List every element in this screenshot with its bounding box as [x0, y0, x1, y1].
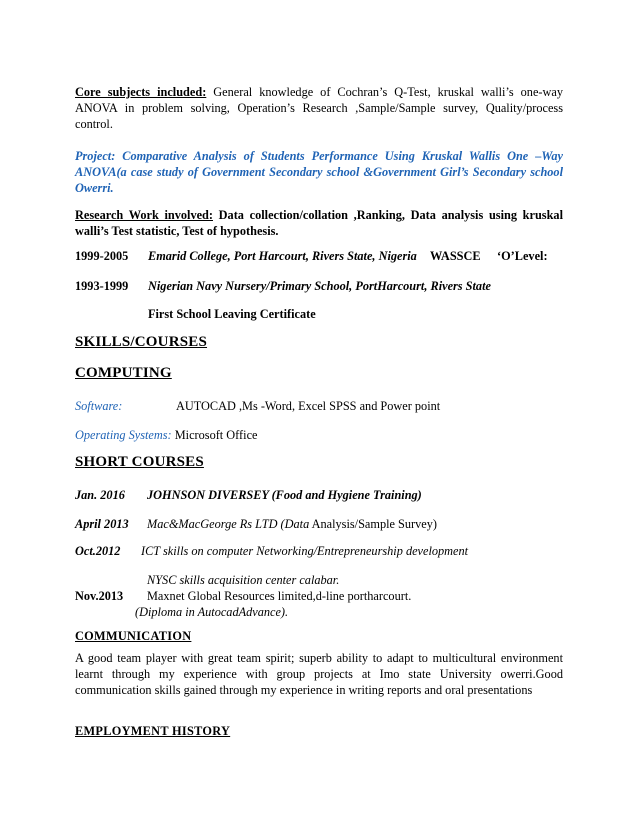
research-text: Data collection/collation ,Ranking, Data analysis using kruskal walli’s Test statistic, Test of hypothesis. [75, 208, 563, 238]
software-label: Software: [75, 399, 123, 413]
course-text: Maxnet Global Resources limited,d-line portharcourt. [147, 589, 412, 603]
os-label: Operating Systems: [75, 428, 172, 442]
os-row [75, 427, 257, 443]
education-cert: First School Leaving Certificate [148, 307, 316, 321]
course-text: ICT skills on computer Networking/Entrepreneurship development [141, 544, 469, 558]
education-years: 1999-2005 [75, 249, 129, 263]
core-subjects-label: Core subjects included: [75, 85, 207, 99]
diploma-text: (Diploma in AutocadAdvance). [135, 605, 289, 619]
course-date: Nov.2013 [75, 589, 124, 603]
communication-heading: COMMUNICATION [75, 629, 192, 643]
nysc-text: NYSC skills acquisition center calabar. [147, 573, 340, 587]
project-paragraph [75, 148, 563, 196]
computing-heading: COMPUTING [75, 365, 172, 381]
os-value: Microsoft Office [171, 428, 258, 442]
course-text-end: Analysis/Sample Survey) [309, 517, 437, 531]
education-level: ‘O’Level: [497, 249, 548, 263]
course-text-start: Mac&MacGeorge Rs LTD ( [147, 517, 285, 531]
education-cert: WASSCE [430, 249, 481, 263]
course-date: Oct.2012 [75, 544, 121, 558]
course-text: JOHNSON DIVERSEY (Food and Hygiene Training) [147, 488, 422, 502]
education-school: Emarid College, Port Harcourt, Rivers State, Nigeria [148, 249, 417, 263]
education-row-1 [75, 248, 128, 264]
course-date: Jan. 2016 [75, 488, 125, 502]
short-courses-heading: SHORT COURSES [75, 454, 204, 470]
course-text [147, 516, 437, 532]
core-subjects-text: General knowledge of Cochran’s Q-Test, kruskal walli’s one-way ANOVA in problem solving, Operation’s Research ,Sample/Sample survey, Quality/process control. [75, 85, 563, 131]
research-label: Research Work involved: [75, 208, 213, 222]
education-school: Nigerian Navy Nursery/Primary School, PortHarcourt, Rivers State [148, 279, 491, 293]
project-text: Project: Comparative Analysis of Students Performance Using Kruskal Wallis One –Way ANOVA(a case study of Government Secondary school &Government Girl’s Secondary school Owerri. [75, 149, 563, 195]
employment-heading: EMPLOYMENT HISTORY [75, 724, 231, 738]
core-subjects-paragraph [75, 84, 563, 132]
skills-heading: SKILLS/COURSES [75, 334, 208, 350]
communication-text: A good team player with great team spirit; superb ability to adapt to multicultural environment learnt through my experience with group projects at Imo state University owerri.Good communication skills gained through my experience in writing reports and oral presentations [75, 651, 563, 697]
research-paragraph [75, 207, 563, 239]
software-value: AUTOCAD ,Ms -Word, Excel SPSS and Power point [176, 399, 441, 413]
course-date: April 2013 [75, 517, 129, 531]
course-text-mid: Data [284, 517, 310, 531]
education-row-2 [75, 278, 128, 294]
communication-paragraph [75, 650, 563, 698]
education-years: 1993-1999 [75, 279, 129, 293]
